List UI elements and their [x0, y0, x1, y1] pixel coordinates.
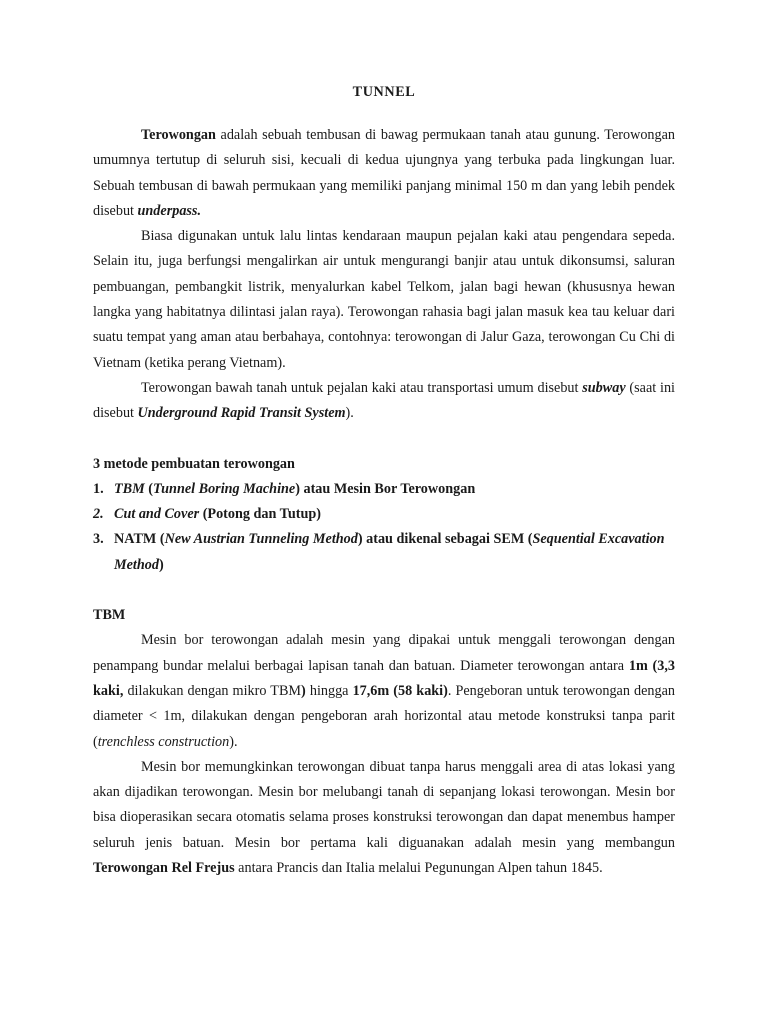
intro-p3-text-c: ). [345, 405, 354, 422]
method-number: 3. [93, 531, 104, 548]
intro-p3-text-b: (saat ini disebut [93, 379, 675, 422]
tbm-p1-text: dilakukan dengan mikro TBM [123, 682, 302, 699]
term-trenchless: trenchless construction [97, 733, 230, 750]
method-text: ) [158, 556, 164, 573]
methods-list [93, 477, 675, 578]
tbm-p1-text: hingga [305, 682, 353, 699]
intro-paragraph-2: Biasa digunakan untuk lalu lintas kendaraan maupun pejalan kaki atau pengendara sepeda. Selain itu, juga berfungsi mengalirkan air untuk mengurangi banjir atau untuk dikonsumsi, saluran pembuangan, pembangkit listrik, menyalurkan kabel Telkom, jalan bagi hewan (khususnya hewan langka yang habitatnya dilintasi jalan raya). Terowongan rahasia bagi jalan masuk kea tau keluar dari suatu tempat yang aman atau berbahaya, contohnya: terowongan di Jalur Gaza, terowongan Cu Chi di Vietnam (ketika perang Vietnam). [93, 228, 675, 371]
methods-heading: 3 metode pembuatan terowongan [93, 455, 295, 472]
method-text: ) atau dikenal sebagai SEM ( [357, 531, 533, 548]
intro-p1-text: adalah sebuah tembusan di bawag permukaan tanah atau gunung. Terowongan umumnya tertutup di seluruh sisi, kecuali di kedua ujungnya yang terbuka pada lingkungan luar. Sebuah tembusan di bawah permukaan yang memiliki panjang minimal 150 m dan yang lebih pendek disebut [93, 127, 675, 219]
term-urts: Underground Rapid Transit System [137, 405, 346, 422]
term-underpass: underpass. [137, 202, 202, 219]
method-number: 1. [93, 480, 104, 497]
tbm-p1-bold: 17,6m (58 kaki) [352, 682, 448, 699]
method-name: TBM [114, 480, 145, 497]
tbm-p1-text: Mesin bor terowongan adalah mesin yang dipakai untuk menggali terowongan dengan penampang bundar melalui berbagai lapisan tanah dan batuan. Diameter terowongan antara [93, 632, 675, 674]
method-fullname-sem: Sequential Excavation Method [114, 531, 665, 573]
method-item-cut-and-cover [93, 502, 675, 527]
method-text: ( [144, 480, 154, 497]
term-frejus: Terowongan Rel Frejus [93, 860, 235, 877]
tbm-paragraph-1 [93, 628, 675, 754]
method-name: NATM ( [114, 531, 165, 548]
method-text: (Potong dan Tutup) [199, 506, 321, 523]
tbm-p1-bold: ) [301, 682, 306, 699]
method-text: ) atau Mesin Bor Terowongan [295, 480, 476, 497]
tbm-p1-text: . Pengeboran untuk terowongan dengan diameter < 1m, dilakukan dengan pengeboran arah horizontal atau metode konstruksi tanpa parit ( [93, 682, 675, 750]
tbm-paragraph-2 [93, 755, 675, 881]
tbm-p1-text: ). [229, 733, 238, 750]
term-terowongan: Terowongan [141, 127, 216, 143]
method-fullname: Tunnel Boring Machine [153, 480, 296, 497]
document-title: TUNNEL [352, 84, 416, 100]
intro-paragraph-3 [93, 376, 675, 427]
method-fullname: New Austrian Tunneling Method [164, 531, 358, 548]
method-number: 2. [93, 506, 104, 523]
intro-p3-text-a: Terowongan bawah tanah untuk pejalan kaki atau transportasi umum disebut [141, 379, 583, 396]
tbm-p1-bold: 1m (3,3 kaki, [93, 657, 675, 699]
tbm-p2-text: Mesin bor memungkinkan terowongan dibuat tanpa harus menggali area di atas lokasi yang akan dijadikan terowongan. Mesin bor melubangi tanah di sepanjang lokasi terowongan. Mesin bor bisa dioperasikan secara otomatis selama proses konstruksi terowongan dan dapat menembus hamper seluruh jenis batuan. Mesin bor pertama kali diguanakan adalah mesin yang membangun [93, 758, 675, 851]
intro-paragraph-1 [93, 123, 675, 224]
method-item-tbm [93, 477, 675, 502]
spacer [93, 427, 675, 452]
term-subway: subway [582, 379, 626, 396]
spacer [93, 578, 675, 603]
method-name: Cut and Cover [114, 506, 200, 523]
tbm-p2-text: antara Prancis dan Italia melalui Pegunungan Alpen tahun 1845. [234, 860, 603, 877]
tbm-heading: TBM [93, 607, 126, 624]
document-content [93, 84, 675, 881]
method-item-natm [93, 527, 675, 578]
